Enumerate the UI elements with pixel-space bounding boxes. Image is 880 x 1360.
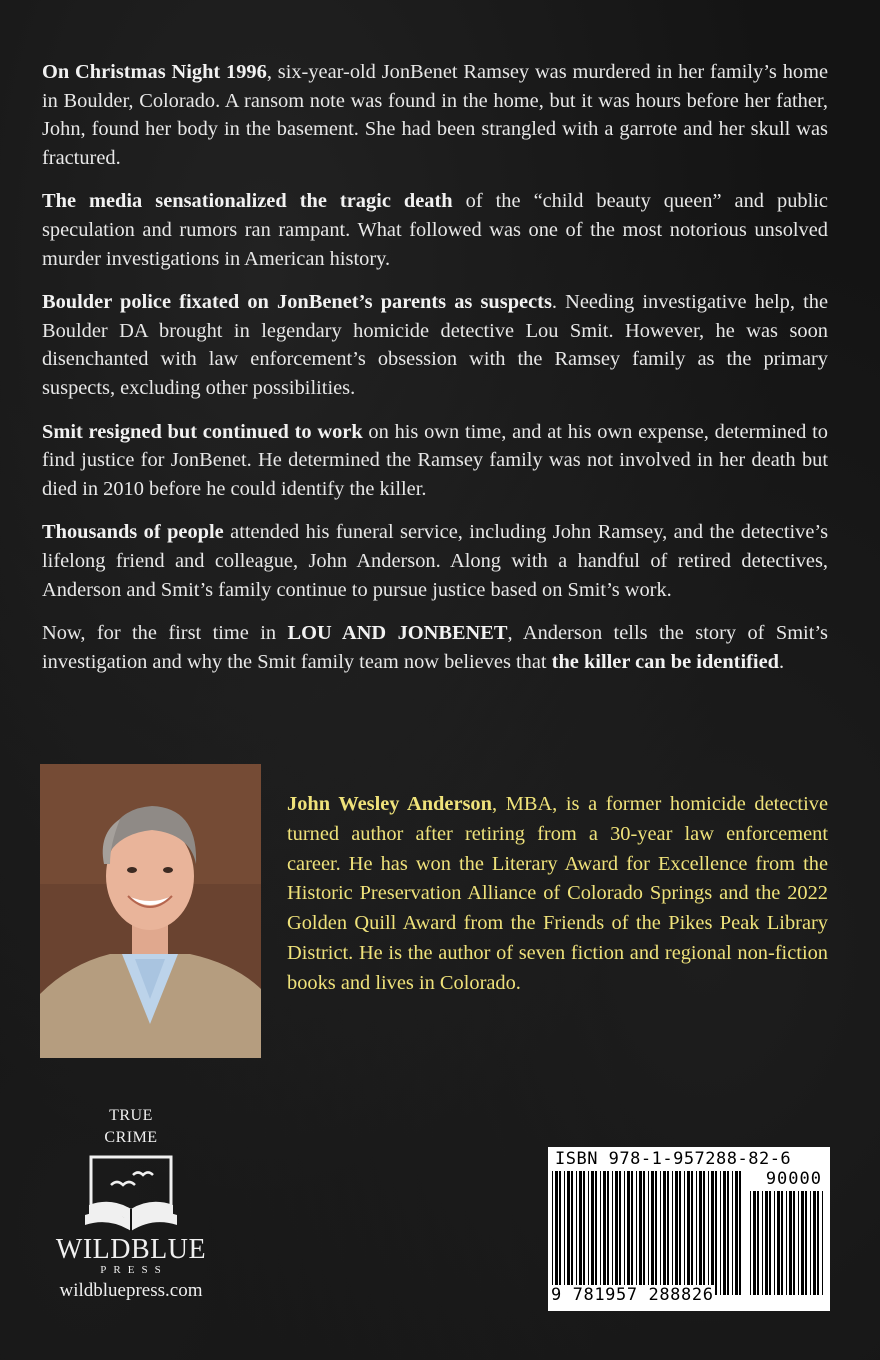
barcode-bar <box>559 1171 561 1295</box>
barcode-bar <box>600 1171 601 1295</box>
blurb-paragraph-3: Boulder police fixated on JonBenet’s parents as suspects. Needing investigative help, the Boulder DA brought in legendary homicide detective Lou Smit. However, he was soon disenchanted with law enforcement’s obsession with the Ramsey family as the primary suspects, excluding other possibilities. <box>42 291 829 399</box>
barcode-bar <box>679 1171 681 1295</box>
back-cover-blurb <box>42 58 828 691</box>
price-code: 90000 <box>765 1169 822 1189</box>
barcode-bar <box>817 1191 819 1295</box>
barcode-bar <box>648 1171 649 1295</box>
barcode-bar <box>672 1171 673 1295</box>
barcode-bar <box>675 1171 678 1295</box>
author-photo <box>40 764 261 1058</box>
barcode-bar <box>723 1171 726 1295</box>
barcode-bar <box>555 1171 558 1295</box>
barcode-bar <box>699 1171 702 1295</box>
barcode-bar <box>720 1171 721 1295</box>
barcode-bar <box>774 1191 775 1295</box>
barcode-bar <box>757 1191 759 1295</box>
barcode-bar <box>603 1171 606 1295</box>
barcode-bar <box>753 1191 756 1295</box>
barcode-bar <box>708 1171 709 1295</box>
barcode-bar <box>564 1171 565 1295</box>
blurb-paragraph-6: Now, for the first time in LOU AND JONBENET, Anderson tells the story of Smit’s investigation and why the Smit family team now believes that the killer can be identified. <box>42 622 828 673</box>
barcode-bar <box>588 1171 589 1295</box>
barcode-bar <box>627 1171 630 1295</box>
barcode-bar <box>813 1191 816 1295</box>
barcode-bar <box>711 1171 714 1295</box>
barcode-bar <box>750 1191 751 1295</box>
barcode-bar <box>595 1171 597 1295</box>
barcode-bar <box>684 1171 685 1295</box>
barcode-bar <box>810 1191 811 1295</box>
barcode-bar <box>619 1171 621 1295</box>
publisher-press: PRESS <box>100 1264 168 1276</box>
barcode-bar <box>696 1171 697 1295</box>
barcode-bar <box>739 1171 741 1295</box>
barcode-bar <box>579 1171 582 1295</box>
barcode-bar <box>624 1171 625 1295</box>
barcode-bar <box>798 1191 799 1295</box>
barcode-bar <box>691 1171 693 1295</box>
author-name: John Wesley Anderson <box>287 793 492 815</box>
barcode-bar <box>663 1171 666 1295</box>
isbn-barcode <box>548 1147 830 1311</box>
barcode-bar <box>687 1171 690 1295</box>
barcode-bar <box>762 1191 763 1295</box>
barcode-bar <box>805 1191 807 1295</box>
barcode-bar <box>576 1171 577 1295</box>
barcode-bar <box>769 1191 771 1295</box>
barcode-bars <box>550 1171 746 1295</box>
barcode-bar <box>801 1191 804 1295</box>
barcode-bar <box>667 1171 669 1295</box>
barcode-bar <box>552 1171 553 1295</box>
genre-label-line-1: TRUE <box>109 1107 153 1124</box>
barcode-bar <box>607 1171 609 1295</box>
barcode-bar <box>777 1191 780 1295</box>
barcode-bar <box>636 1171 637 1295</box>
barcode-bar <box>643 1171 645 1295</box>
author-bio: John Wesley Anderson, MBA, is a former homicide detective turned author after retiring from a 30-year law enforcement career. He has won the Literary Award for Excellence from the Historic Preservation Alliance of Colorado Springs and the 2022 Golden Quill Award from the Friends of the Pikes Peak Library District. He is the author of seven fiction and regional non-fiction books and lives in Colorado. <box>287 793 828 994</box>
barcode-bar <box>591 1171 594 1295</box>
barcode-bar <box>735 1171 738 1295</box>
barcode-bar <box>822 1191 823 1295</box>
barcode-bar <box>765 1191 768 1295</box>
open-book-birds-icon <box>83 1155 179 1233</box>
barcode-bar <box>612 1171 613 1295</box>
isbn-text: ISBN 978-1-957288-82-6 <box>555 1149 792 1169</box>
publisher-block <box>40 1105 222 1302</box>
barcode-bar <box>583 1171 585 1295</box>
addon-barcode-bars <box>748 1191 826 1295</box>
barcode-bar <box>571 1171 573 1295</box>
barcode-bar <box>655 1171 657 1295</box>
barcode-bar <box>781 1191 783 1295</box>
barcode-bar <box>615 1171 618 1295</box>
blurb-paragraph-2: The media sensationalized the tragic death of the “child beauty queen” and public speculation and rumors ran rampant. What followed was one of the most notorious unsolved murder investigations in American history. <box>42 190 828 270</box>
blurb-paragraph-5: Thousands of people attended his funeral service, including John Ramsey, and the detective’s lifelong friend and colleague, John Anderson. Along with a handful of retired detectives, Anderson and Smit’s family continue to pursue justice based on Smit’s work. <box>42 521 828 601</box>
barcode-bar <box>639 1171 642 1295</box>
barcode-bar <box>660 1171 661 1295</box>
barcode-bar <box>727 1171 729 1295</box>
barcode-bar <box>786 1191 787 1295</box>
blurb-paragraph-1: On Christmas Night 1996, six-year-old JonBenet Ramsey was murdered in her family’s home in Boulder, Colorado. A ransom note was found in the home, but it was hours before her father, John, found her body in the basement. She had been strangled with a garrote and her skull was fractured. <box>42 61 828 169</box>
barcode-bar <box>651 1171 654 1295</box>
barcode-bar <box>789 1191 792 1295</box>
blurb-paragraph-4: Smit resigned but continued to work on his own time, and at his own expense, determined to find justice for JonBenet. He determined the Ramsey family was not involved in her death but died in 2010 before he could identify the killer. <box>42 420 828 500</box>
barcode-digits: 9 781957 288826 <box>551 1285 714 1305</box>
barcode-bar <box>703 1171 705 1295</box>
barcode-bar <box>567 1171 570 1295</box>
barcode-bar <box>793 1191 795 1295</box>
genre-label-line-2: CRIME <box>104 1129 158 1146</box>
barcode-bar <box>631 1171 633 1295</box>
publisher-url: wildbluepress.com <box>59 1280 203 1301</box>
barcode-bar <box>715 1171 717 1295</box>
barcode-bar <box>732 1171 733 1295</box>
publisher-name: WILDBLUE <box>55 1234 207 1265</box>
book-title: LOU AND JONBENET <box>287 622 508 645</box>
